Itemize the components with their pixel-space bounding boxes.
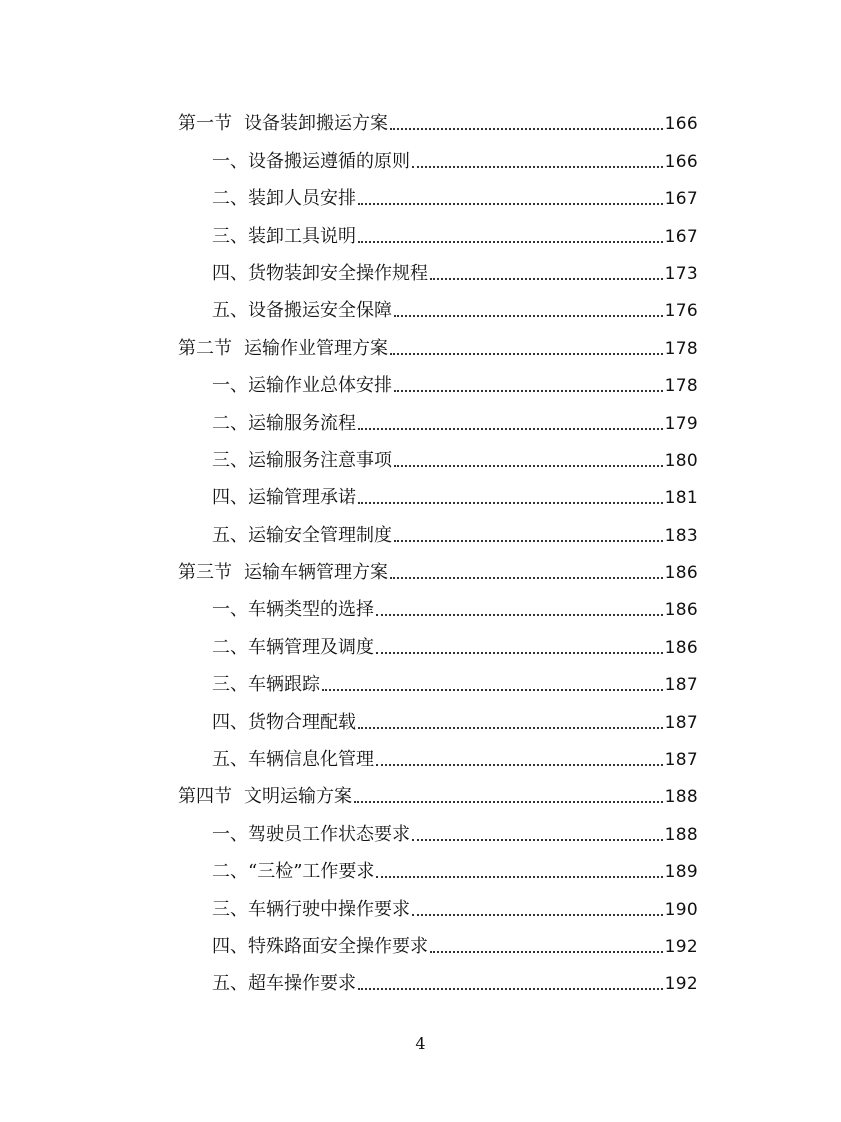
toc-entry-title xyxy=(178,564,388,588)
toc-entry-title xyxy=(212,190,356,214)
toc-entry-title xyxy=(212,489,356,513)
toc-entry-title xyxy=(212,935,428,962)
dot-leader xyxy=(390,577,663,579)
toc-entry-title xyxy=(212,225,356,252)
toc-page-number: 187 xyxy=(664,675,698,696)
toc-page-number: 192 xyxy=(664,974,698,995)
dot-leader xyxy=(376,764,663,766)
table-of-contents xyxy=(178,102,698,999)
toc-page-number: 167 xyxy=(664,226,698,247)
toc-title-text: 一、驾驶员工作状态要求 xyxy=(212,823,410,845)
toc-title-text: 一、运输作业总体安排 xyxy=(212,375,392,397)
toc-title-text: 五、运输安全管理制度 xyxy=(212,524,392,546)
toc-subsection-entry[interactable] xyxy=(178,177,698,214)
dot-leader xyxy=(358,203,663,205)
dot-leader xyxy=(412,166,663,168)
toc-subsection-entry[interactable] xyxy=(178,439,698,476)
toc-entry-title xyxy=(212,898,410,925)
toc-page-number: 189 xyxy=(664,862,698,883)
toc-subsection-entry[interactable] xyxy=(178,476,698,513)
toc-section-entry[interactable] xyxy=(178,775,698,812)
toc-page-number: 186 xyxy=(664,563,698,584)
dot-leader xyxy=(322,689,663,691)
dot-leader xyxy=(358,428,663,430)
toc-section-number: 第一节 xyxy=(178,113,232,135)
toc-title-text: 二、运输服务流程 xyxy=(212,412,356,434)
dot-leader xyxy=(412,914,663,916)
toc-entry-title xyxy=(178,337,388,364)
toc-subsection-entry[interactable] xyxy=(178,887,698,924)
toc-subsection-entry[interactable] xyxy=(178,214,698,251)
toc-entry-title xyxy=(212,636,374,663)
dot-leader xyxy=(358,727,663,729)
toc-subsection-entry[interactable] xyxy=(178,625,698,662)
toc-entry-title xyxy=(212,751,374,775)
toc-subsection-entry[interactable] xyxy=(178,700,698,737)
dot-leader xyxy=(412,839,663,841)
toc-entry-title xyxy=(212,302,392,326)
toc-subsection-entry[interactable] xyxy=(178,850,698,887)
toc-entry-title xyxy=(212,676,320,700)
toc-page-number: 176 xyxy=(664,301,698,322)
dot-leader xyxy=(394,390,663,392)
toc-title-text: 三、车辆跟踪 xyxy=(212,674,320,696)
toc-page-number: 187 xyxy=(664,750,698,771)
toc-entry-title xyxy=(212,150,410,177)
toc-title-text: 一、车辆类型的选择 xyxy=(212,599,374,621)
toc-entry-title xyxy=(212,412,356,439)
toc-title-text: 四、货物合理配载 xyxy=(212,711,356,733)
toc-subsection-entry[interactable] xyxy=(178,401,698,438)
dot-leader xyxy=(376,652,663,654)
dot-leader xyxy=(376,614,663,616)
toc-entry-title xyxy=(212,262,428,289)
toc-page-number: 173 xyxy=(664,263,698,284)
dot-leader xyxy=(358,988,663,990)
page-number: 4 xyxy=(415,1034,426,1053)
toc-subsection-entry[interactable] xyxy=(178,513,698,550)
toc-title-text: 三、装卸工具说明 xyxy=(212,225,356,247)
toc-entry-title xyxy=(212,377,392,401)
toc-section-number: 第二节 xyxy=(178,337,232,359)
toc-title-text: 运输车辆管理方案 xyxy=(244,562,388,584)
dot-leader xyxy=(430,278,663,280)
toc-page-number: 190 xyxy=(664,899,698,920)
toc-section-number: 第四节 xyxy=(178,786,232,808)
toc-page-number: 186 xyxy=(664,637,698,658)
toc-title-text: 设备装卸搬运方案 xyxy=(244,113,388,135)
toc-subsection-entry[interactable] xyxy=(178,962,698,999)
toc-page-number: 166 xyxy=(664,151,698,172)
toc-title-text: 四、特殊路面安全操作要求 xyxy=(212,935,428,957)
toc-page-number: 183 xyxy=(664,525,698,546)
dot-leader xyxy=(394,315,663,317)
toc-page-number: 186 xyxy=(664,600,698,621)
toc-subsection-entry[interactable] xyxy=(178,812,698,849)
toc-page-number: 180 xyxy=(664,450,698,471)
toc-subsection-entry[interactable] xyxy=(178,663,698,700)
toc-title-text: 一、设备搬运遵循的原则 xyxy=(212,150,410,172)
toc-section-entry[interactable] xyxy=(178,551,698,588)
dot-leader xyxy=(390,353,663,355)
toc-subsection-entry[interactable] xyxy=(178,588,698,625)
toc-entry-title xyxy=(212,711,356,738)
toc-page-number: 188 xyxy=(664,787,698,808)
toc-title-text: 四、货物装卸安全操作规程 xyxy=(212,262,428,284)
toc-section-entry[interactable] xyxy=(178,326,698,363)
toc-page-number: 166 xyxy=(664,114,698,135)
toc-entry-title xyxy=(212,863,374,887)
toc-section-entry[interactable] xyxy=(178,102,698,139)
toc-title-text: 文明运输方案 xyxy=(244,786,352,808)
toc-section-number: 第三节 xyxy=(178,562,232,584)
toc-subsection-entry[interactable] xyxy=(178,289,698,326)
toc-subsection-entry[interactable] xyxy=(178,252,698,289)
toc-title-text: 运输作业管理方案 xyxy=(244,337,388,359)
dot-leader xyxy=(354,801,663,803)
toc-title-text: 二、车辆管理及调度 xyxy=(212,636,374,658)
toc-entry-title xyxy=(178,115,388,139)
toc-title-text: 五、车辆信息化管理 xyxy=(212,749,374,771)
toc-subsection-entry[interactable] xyxy=(178,738,698,775)
toc-page-number: 178 xyxy=(664,338,698,359)
toc-page-number: 178 xyxy=(664,376,698,397)
toc-subsection-entry[interactable] xyxy=(178,139,698,176)
toc-entry-title xyxy=(212,524,392,551)
toc-entry-title xyxy=(212,449,392,476)
dot-leader xyxy=(394,465,663,467)
toc-page-number: 179 xyxy=(664,413,698,434)
toc-page-number: 167 xyxy=(664,189,698,210)
toc-title-text: 四、运输管理承诺 xyxy=(212,487,356,509)
toc-title-text: 五、设备搬运安全保障 xyxy=(212,300,392,322)
toc-entry-title xyxy=(212,601,374,625)
toc-subsection-entry[interactable] xyxy=(178,925,698,962)
dot-leader xyxy=(376,876,662,878)
dot-leader xyxy=(390,128,663,130)
toc-title-text: 三、车辆行驶中操作要求 xyxy=(212,898,410,920)
toc-title-text: 五、超车操作要求 xyxy=(212,973,356,995)
toc-entry-title xyxy=(212,823,410,850)
toc-subsection-entry[interactable] xyxy=(178,364,698,401)
dot-leader xyxy=(358,241,663,243)
toc-page-number: 188 xyxy=(664,824,698,845)
toc-page-number: 187 xyxy=(664,712,698,733)
dot-leader xyxy=(430,951,663,953)
toc-entry-title xyxy=(212,975,356,999)
toc-title-text: 三、运输服务注意事项 xyxy=(212,449,392,471)
toc-page-number: 192 xyxy=(664,936,698,957)
dot-leader xyxy=(394,540,663,542)
toc-entry-title xyxy=(178,788,352,812)
toc-page-number: 181 xyxy=(664,488,698,509)
toc-title-text: 二、装卸人员安排 xyxy=(212,188,356,210)
toc-title-text: 二、“三检”工作要求 xyxy=(212,861,375,883)
dot-leader xyxy=(358,502,663,504)
